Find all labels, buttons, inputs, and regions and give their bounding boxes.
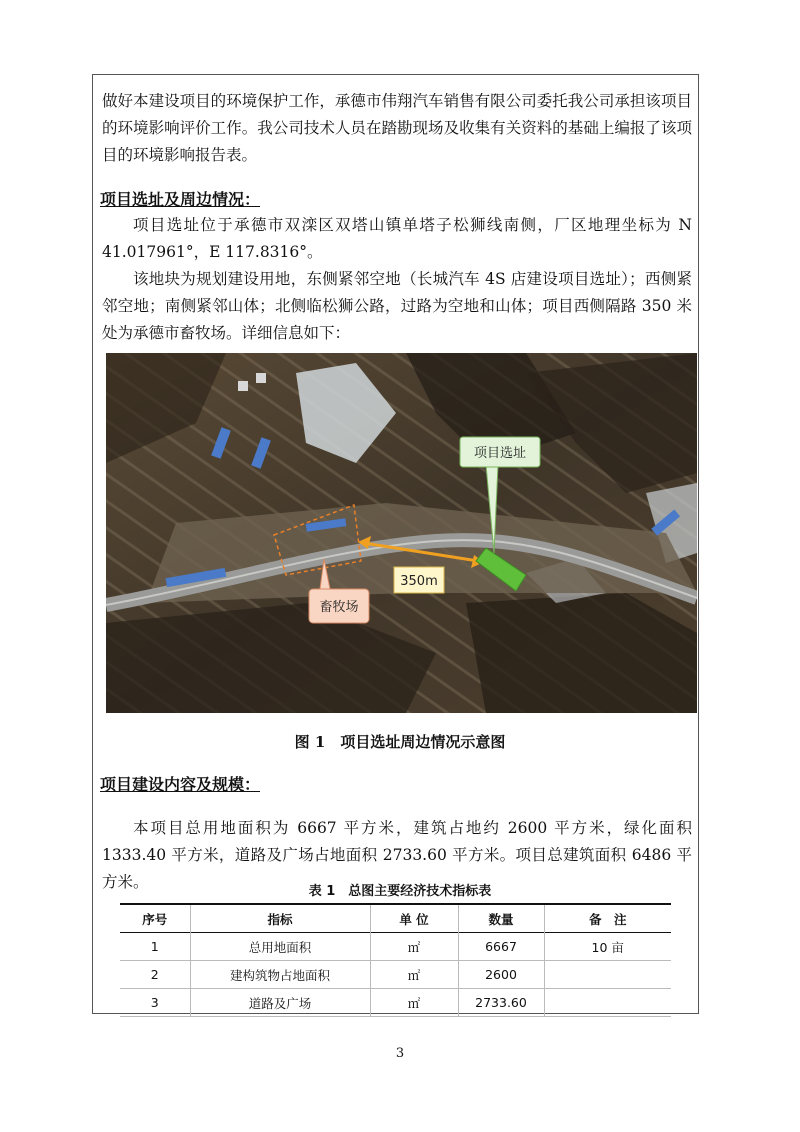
construction-heading: 项目建设内容及规模： bbox=[100, 775, 261, 794]
table-cell: 6667 bbox=[458, 933, 544, 961]
indicator-table bbox=[120, 903, 671, 1017]
table-row bbox=[120, 961, 671, 989]
map-image bbox=[106, 353, 697, 713]
table-cell bbox=[544, 961, 671, 989]
table-title: 表 1 总图主要经济技术指标表 bbox=[308, 884, 492, 899]
table-cell: ㎡ bbox=[370, 989, 458, 1017]
table-cell: 道路及广场 bbox=[190, 989, 370, 1017]
figure-caption: 图 1 项目选址周边情况示意图 bbox=[294, 733, 506, 751]
table-row bbox=[120, 989, 671, 1017]
table-row bbox=[120, 933, 671, 961]
table-cell: 建构筑物占地面积 bbox=[190, 961, 370, 989]
table-cell: 2 bbox=[150, 967, 159, 982]
table-cell: 2733.60 bbox=[458, 989, 544, 1017]
table-cell: ㎡ bbox=[370, 933, 458, 961]
tank bbox=[238, 381, 248, 391]
table-cell: ㎡ bbox=[370, 961, 458, 989]
table-cell: 1 bbox=[150, 939, 159, 954]
site-callout-label: 项目选址 bbox=[473, 446, 527, 461]
table-header-row bbox=[120, 904, 671, 933]
header-cell: 指标 bbox=[190, 904, 370, 933]
site-paragraph-2: 该地块为规划建设用地，东侧紧邻空地（长城汽车 4S 店建设项目选址）；西侧紧邻空地；南侧紧邻山体；北侧临松狮公路，过路为空地和山体；项目西侧隔路 350 米处为承德市畜牧场。详细信息如下： bbox=[102, 270, 692, 342]
table-cell: 10 亩 bbox=[544, 933, 671, 961]
table-cell bbox=[544, 989, 671, 1017]
header-cell: 备 注 bbox=[544, 904, 671, 933]
table-cell: 3 bbox=[150, 995, 159, 1010]
distance-label: 350m bbox=[400, 574, 438, 589]
table-cell: 2600 bbox=[458, 961, 544, 989]
construction-paragraph: 本项目总用地面积为 6667 平方米，建筑占地约 2600 平方米，绿化面积 1333.40 平方米，道路及广场占地面积 2733.60 平方米。项目总建筑面积 6486 平方米。 bbox=[102, 819, 692, 891]
intro-paragraph: 做好本建设项目的环境保护工作，承德市伟翔汽车销售有限公司委托我公司承担该项目的环境影响评价工作。我公司技术人员在踏勘现场及收集有关资料的基础上编报了该项目的环境影响报告表。 bbox=[102, 92, 692, 164]
farm-callout-label: 畜牧场 bbox=[319, 600, 359, 615]
page-number: 3 bbox=[395, 1046, 405, 1061]
header-cell: 序号 bbox=[142, 911, 168, 927]
site-heading: 项目选址及周边情况： bbox=[100, 190, 261, 209]
header-cell: 数量 bbox=[458, 904, 544, 933]
tank bbox=[256, 373, 266, 383]
table-cell: 总用地面积 bbox=[190, 933, 370, 961]
header-cell: 单 位 bbox=[370, 904, 458, 933]
site-paragraph-1: 项目选址位于承德市双滦区双塔山镇单塔子松狮线南侧，厂区地理坐标为 N 41.017961°，E 117.8316°。 bbox=[102, 216, 692, 261]
satellite-map bbox=[106, 353, 697, 713]
